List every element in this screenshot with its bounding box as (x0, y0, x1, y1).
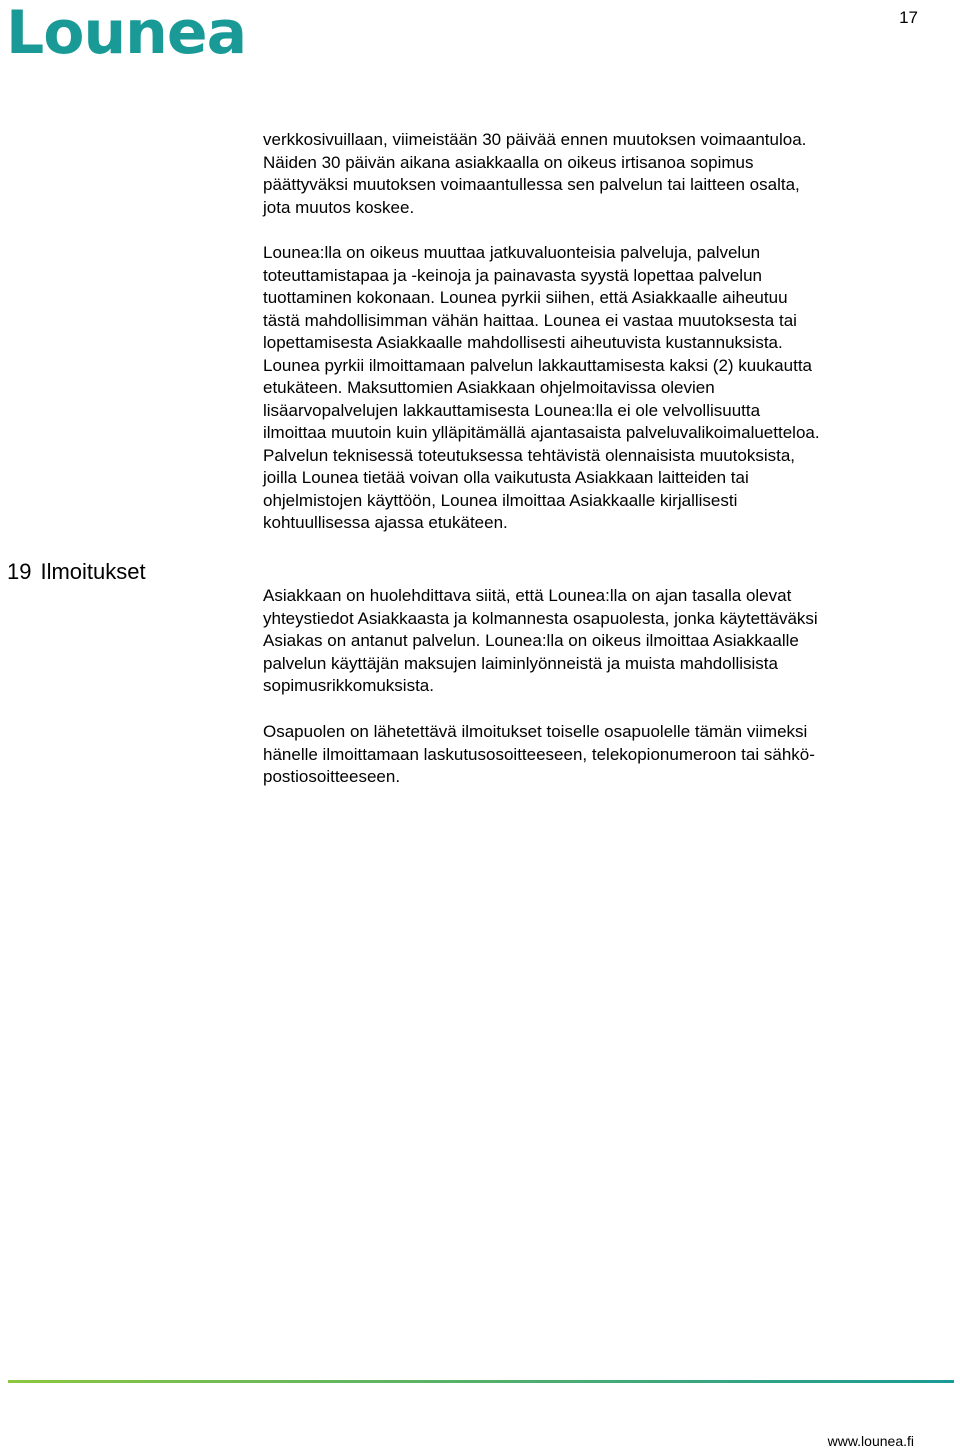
section-title: Ilmoitukset (40, 559, 146, 584)
footer-website-link[interactable]: www.lounea.fi (827, 1433, 914, 1449)
paragraph-service-change-notice (263, 129, 953, 219)
section-heading (7, 559, 146, 585)
section-number: 19 (7, 559, 32, 584)
page-number: 17 (899, 8, 918, 27)
paragraph-contact-details (263, 585, 953, 698)
paragraph-text: Lounea:lla on oikeus muuttaa jatkuvaluonteisia palveluja, palvelun toteuttamistapaa ja -keinoja ja painavasta syystä lopettaa palvelun tuottaminen kokonaan. Lounea pyrkii siihen, että Asiakkaalle aiheutuu tästä mahdollisimman vähän haittaa. Lounea ei vastaa muutoksesta tai lopettamisesta Asiakkaalle mahdollisesti aiheutuvista kustannuksista. Lounea pyrkii ilmoittamaan palvelun lakkauttamisesta kaksi (2) kuukautta etukäteen. Maksuttomien Asiakkaan ohjelmoitavissa olevien lisäarvopalvelujen lakkauttamisesta Lounea:lla ei ole velvollisuutta ilmoittaa muutoin kuin ylläpitämällä ajantasaista palveluvalikoimaluetteloa. Palvelun teknisessä toteutuksessa tehtävistä olennaisista muutoksista, joilla Lounea tietää voivan olla vaikutusta Asiakkaan laitteiden tai ohjelmistojen käyttöön, Lounea ilmoittaa Asiakkaalle kirjallisesti kohtuullisessa ajassa etukäteen. (263, 243, 820, 532)
paragraph-notice-delivery (263, 721, 953, 789)
paragraph-service-modification (263, 242, 953, 535)
paragraph-text: Asiakkaan on huolehdittava siitä, että Lounea:lla on ajan tasalla olevat yhteystiedot Asiakkaasta ja kolmannesta osapuolesta, jonka käytettäväksi Asiakas on antanut palvelun. Lounea:lla on oikeus ilmoittaa Asiakkaalle palvelun käyttäjän maksujen laiminlyönneistä ja muista mahdollisista sopimusrikkomuksista. (263, 586, 818, 695)
paragraph-text: verkkosivuillaan, viimeistään 30 päivää ennen muutoksen voimaantuloa. Näiden 30 päivän aikana asiakkaalla on oikeus irtisanoa sopimus päättyväksi muutoksen voimaantullessa sen palvelun tai laitteen osalta, jota muutos koskee. (263, 130, 807, 217)
lounea-logo: Lounea (6, 0, 247, 68)
paragraph-text: Osapuolen on lähetettävä ilmoitukset toiselle osapuolelle tämän viimeksi hänelle ilmoittamaan laskutusosoitteeseen, telekopionumeroon tai sähkö- postiosoitteeseen. (263, 722, 815, 786)
footer-divider (8, 1380, 954, 1383)
